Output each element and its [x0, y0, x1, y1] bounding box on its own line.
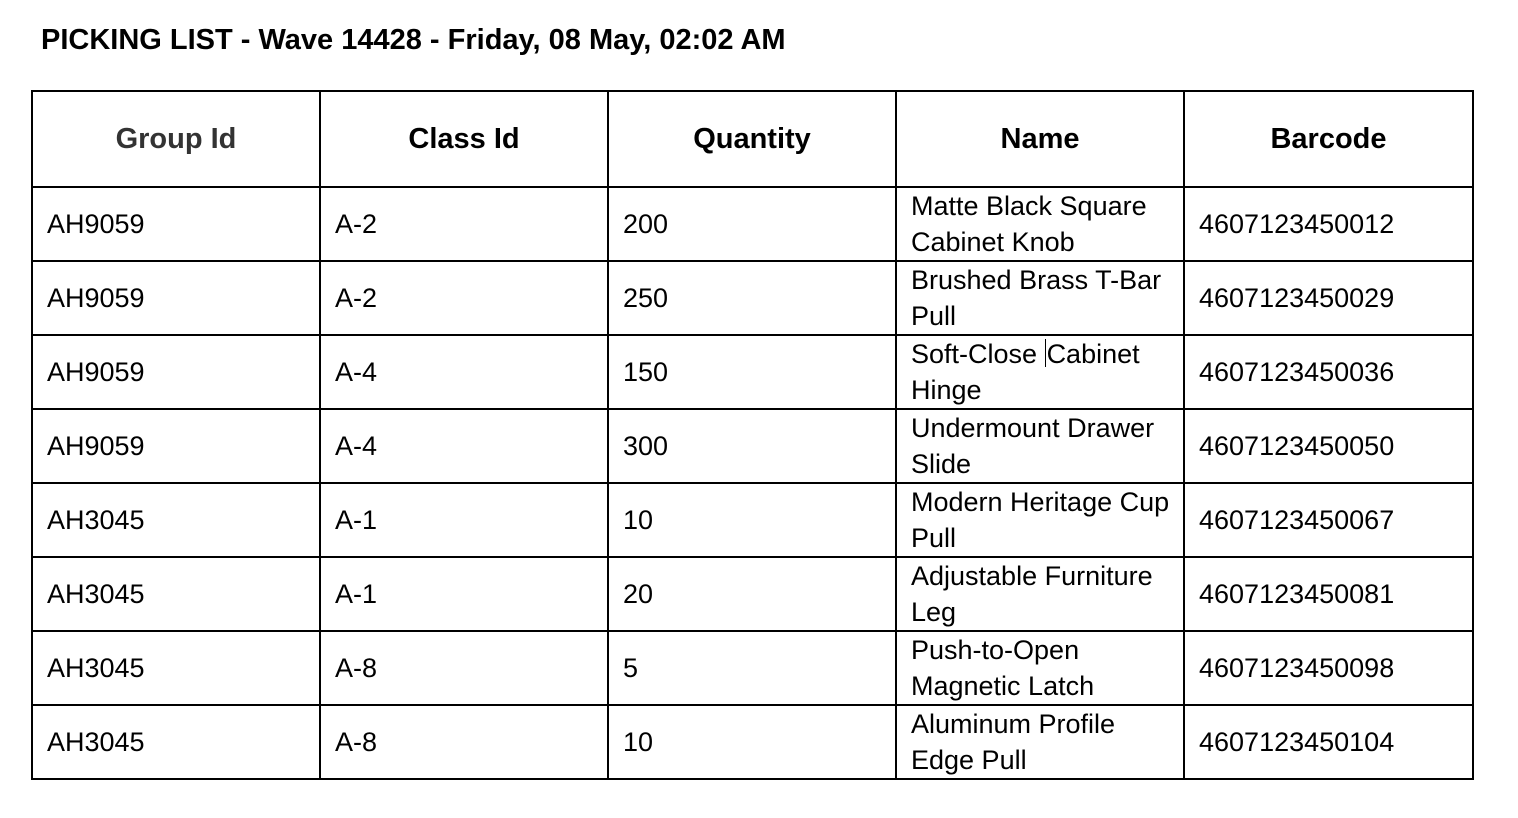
cell-group-id[interactable]: AH3045	[32, 557, 320, 631]
cell-group-id[interactable]: AH3045	[32, 631, 320, 705]
cell-name[interactable]: Undermount Drawer Slide	[896, 409, 1184, 483]
name-text-after-caret: Cabinet Hinge	[911, 339, 1140, 405]
cell-group-id[interactable]: AH9059	[32, 187, 320, 261]
cell-group-id[interactable]: AH9059	[32, 335, 320, 409]
page-title: PICKING LIST - Wave 14428 - Friday, 08 May, 02:02 AM	[41, 24, 786, 56]
cell-barcode[interactable]: 4607123450081	[1184, 557, 1473, 631]
cell-quantity[interactable]: 10	[608, 483, 896, 557]
table-row	[32, 335, 1473, 409]
cell-class-id[interactable]: A-8	[320, 705, 608, 779]
table-row	[32, 483, 1473, 557]
cell-barcode[interactable]: 4607123450067	[1184, 483, 1473, 557]
cell-name[interactable]: Adjustable Furniture Leg	[896, 557, 1184, 631]
header-name: Name	[896, 91, 1184, 187]
cell-quantity[interactable]: 200	[608, 187, 896, 261]
table-row	[32, 187, 1473, 261]
cell-name[interactable]: Brushed Brass T-Bar Pull	[896, 261, 1184, 335]
cell-quantity[interactable]: 10	[608, 705, 896, 779]
header-class-id: Class Id	[320, 91, 608, 187]
cell-group-id[interactable]: AH9059	[32, 409, 320, 483]
table-row	[32, 631, 1473, 705]
cell-name[interactable]: Modern Heritage Cup Pull	[896, 483, 1184, 557]
cell-name[interactable]: Matte Black Square Cabinet Knob	[896, 187, 1184, 261]
cell-barcode[interactable]: 4607123450036	[1184, 335, 1473, 409]
table-row	[32, 705, 1473, 779]
cell-class-id[interactable]: A-2	[320, 187, 608, 261]
cell-barcode[interactable]: 4607123450012	[1184, 187, 1473, 261]
header-quantity: Quantity	[608, 91, 896, 187]
cell-quantity[interactable]: 5	[608, 631, 896, 705]
cell-class-id[interactable]: A-8	[320, 631, 608, 705]
header-barcode: Barcode	[1184, 91, 1473, 187]
text-caret	[1045, 339, 1046, 367]
cell-group-id[interactable]: AH3045	[32, 705, 320, 779]
table-row	[32, 557, 1473, 631]
cell-quantity[interactable]: 20	[608, 557, 896, 631]
cell-quantity[interactable]: 250	[608, 261, 896, 335]
cell-class-id[interactable]: A-4	[320, 335, 608, 409]
picking-table	[31, 90, 1474, 780]
cell-class-id[interactable]: A-1	[320, 557, 608, 631]
cell-class-id[interactable]: A-2	[320, 261, 608, 335]
header-group-id: Group Id	[32, 91, 320, 187]
cell-barcode[interactable]: 4607123450050	[1184, 409, 1473, 483]
cell-class-id[interactable]: A-4	[320, 409, 608, 483]
table-row	[32, 409, 1473, 483]
cell-group-id[interactable]: AH9059	[32, 261, 320, 335]
cell-group-id[interactable]: AH3045	[32, 483, 320, 557]
cell-quantity[interactable]: 300	[608, 409, 896, 483]
cell-class-id[interactable]: A-1	[320, 483, 608, 557]
name-text-before-caret: Soft-Close	[911, 339, 1045, 369]
cell-name[interactable]: Push-to-Open Magnetic Latch	[896, 631, 1184, 705]
cell-barcode[interactable]: 4607123450029	[1184, 261, 1473, 335]
table-header-row	[32, 91, 1473, 187]
cell-name[interactable]: Aluminum Profile Edge Pull	[896, 705, 1184, 779]
cell-barcode[interactable]: 4607123450104	[1184, 705, 1473, 779]
cell-quantity[interactable]: 150	[608, 335, 896, 409]
cell-barcode[interactable]: 4607123450098	[1184, 631, 1473, 705]
cell-name-editing[interactable]	[896, 335, 1184, 409]
table-row	[32, 261, 1473, 335]
